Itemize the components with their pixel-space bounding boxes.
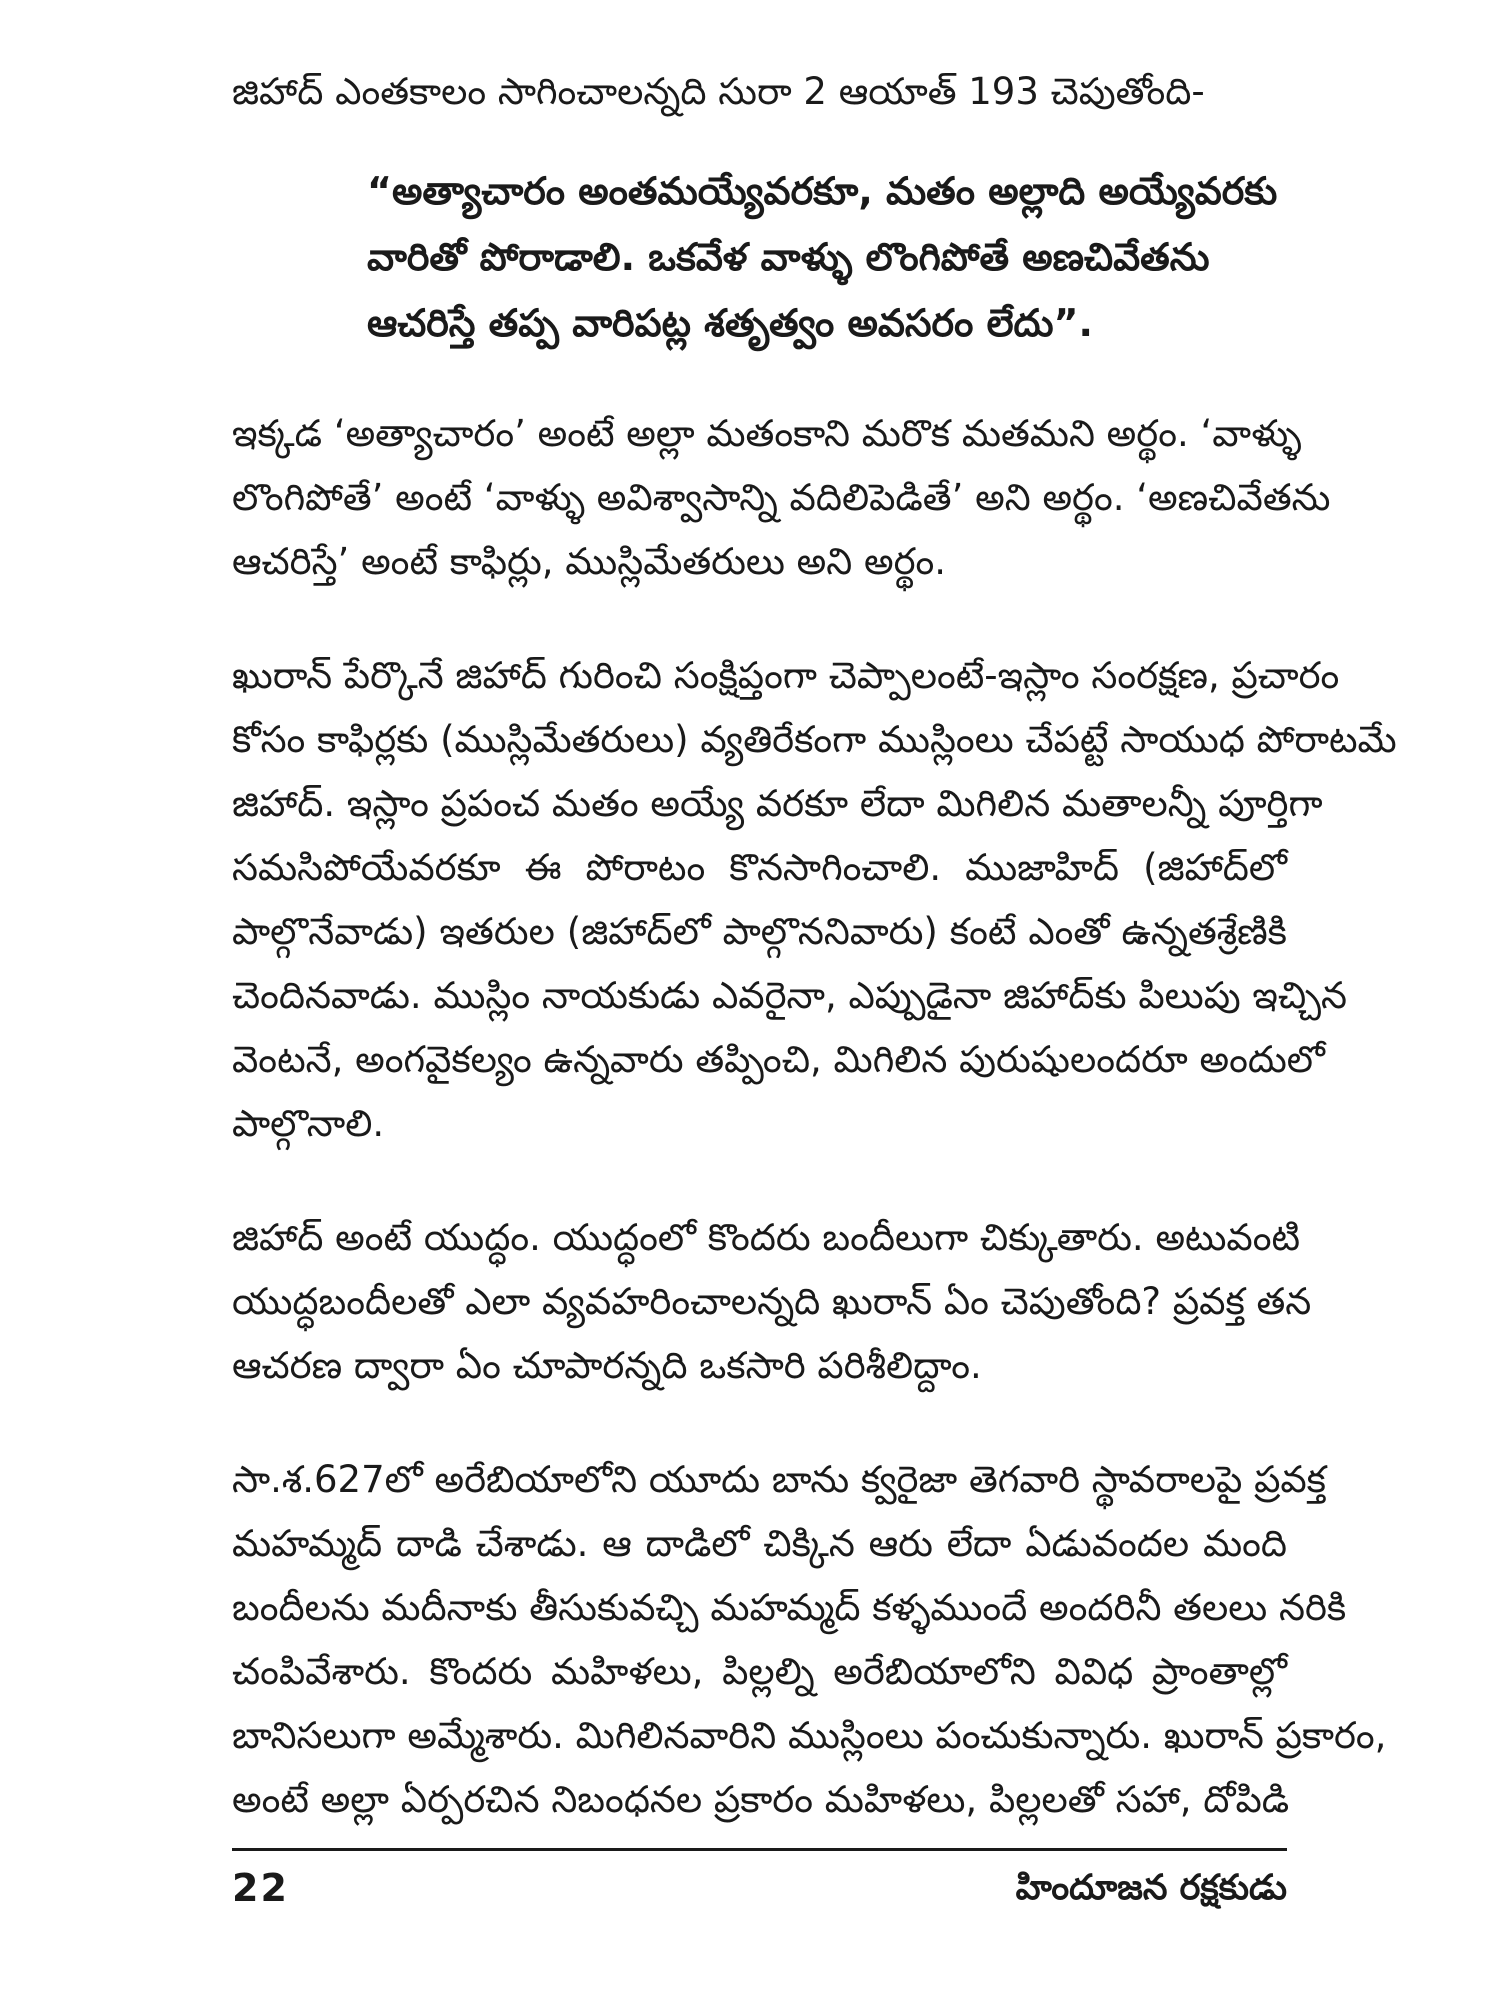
text-line: లొంగిపోతే’ అంటే ‘వాళ్ళు అవిశ్వాసాన్ని వదిలిపెడితే’ అని అర్థం. ‘అణచివేతను (232, 476, 1331, 519)
text-line: అంటే అల్లా ఏర్పరచిన నిబంధనల ప్రకారం మహిళలు, పిల్లలతో సహా, దోపిడి (232, 1778, 1290, 1821)
text-line: యుద్ధబందీలతో ఎలా వ్యవహరించాలన్నది ఖురాన్ ఏం చెపుతోంది? ప్రవక్త తన (232, 1280, 1312, 1323)
text-line: చంపివేశారు. కొందరు మహిళలు, పిల్లల్ని అరేబియాలోని వివిధ ప్రాంతాల్లో (232, 1650, 1287, 1693)
footer-rule (232, 1848, 1287, 1851)
paragraph-2 (232, 644, 1397, 1156)
paragraph-1 (232, 402, 1331, 594)
text-line: జిహాద్ అంటే యుద్ధం. యుద్ధంలో కొందరు బందీలుగా చిక్కుతారు. అటువంటి (232, 1216, 1301, 1259)
text-line: పాల్గొనేవాడు) ఇతరుల (జిహాద్‌లో పాల్గొననివారు) కంటే ఎంతో ఉన్నతశ్రేణికి (232, 910, 1287, 953)
text-line: బందీలను మదీనాకు తీసుకువచ్చి మహమ్మద్ కళ్ళముందే అందరినీ తలలు నరికి (232, 1586, 1347, 1629)
text-line: కోసం కాఫిర్లకు (ముస్లిమేతరులు) వ్యతిరేకంగా ముస్లింలు చేపట్టే సాయుధ పోరాటమే (232, 718, 1397, 761)
text-line: ఇక్కడ ‘అత్యాచారం’ అంటే అల్లా మతంకాని మరొక మతమని అర్థం. ‘వాళ్ళు (232, 412, 1302, 455)
page-number: 22 (232, 1866, 289, 1910)
quote-line: వారితో పోరాడాలి. ఒకవేళ వాళ్ళు లొంగిపోతే అణచివేతను (367, 235, 1210, 279)
text-line: బానిసలుగా అమ్మేశారు. మిగిలినవారిని ముస్లింలు పంచుకున్నారు. ఖురాన్ ప్రకారం, (232, 1714, 1387, 1757)
text-line: చెందినవాడు. ముస్లిం నాయకుడు ఎవరైనా, ఎప్పుడైనా జిహాద్‌కు పిలుపు ఇచ్చిన (232, 974, 1348, 1017)
text-line: జిహాద్. ఇస్లాం ప్రపంచ మతం అయ్యే వరకూ లేదా మిగిలిన మతాలన్నీ పూర్తిగా (232, 782, 1323, 825)
block-quote (367, 158, 1278, 356)
intro-line: జిహాద్ ఎంతకాలం సాగించాలన్నది సురా 2 ఆయాత్ 193 చెపుతోంది- (232, 70, 1205, 113)
book-title: హిందూజన రక్షకుడు (1015, 1868, 1287, 1908)
text-line: వెంటనే, అంగవైకల్యం ఉన్నవారు తప్పించి, మిగిలిన పురుషులందరూ అందులో (232, 1038, 1325, 1081)
book-page (232, 60, 1397, 1940)
text-line: ఖురాన్ పేర్కొనే జిహాద్ గురించి సంక్షిప్తంగా చెప్పాలంటే-ఇస్లాం సంరక్షణ, ప్రచారం (232, 654, 1340, 697)
text-line: ఆచరిస్తే’ అంటే కాఫిర్లు, ముస్లిమేతరులు అని అర్థం. (232, 540, 947, 583)
paragraph-4 (232, 1448, 1387, 1832)
quote-line: “అత్యాచారం అంతమయ్యేవరకూ, మతం అల్లాది అయ్యేవరకు (367, 169, 1278, 213)
quote-line: ఆచరిస్తే తప్ప వారిపట్ల శతృత్వం అవసరం లేదు”. (367, 301, 1093, 345)
text-line: సా.శ.627లో అరేబియాలోని యూదు బాను క్వరైజా తెగవారి స్థావరాలపై ప్రవక్త (232, 1458, 1326, 1501)
text-line: సమసిపోయేవరకూ ఈ పోరాటం కొనసాగించాలి. ముజాహిద్ (జిహాద్‌లో (232, 846, 1287, 889)
text-line: ఆచరణ ద్వారా ఏం చూపారన్నది ఒకసారి పరిశీలిద్దాం. (232, 1344, 982, 1387)
paragraph-3 (232, 1206, 1312, 1398)
text-line: పాల్గొనాలి. (232, 1102, 385, 1145)
text-line: మహమ్మద్ దాడి చేశాడు. ఆ దాడిలో చిక్కిన ఆరు లేదా ఏడువందల మంది (232, 1522, 1287, 1565)
